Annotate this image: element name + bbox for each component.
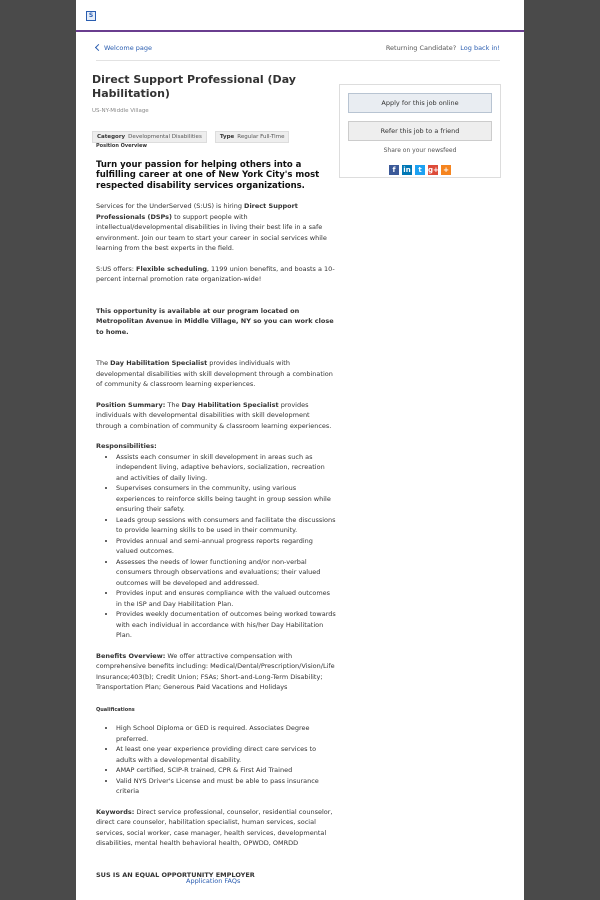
intro-paragraph: Services for the UnderServed (S:US) is hiring Direct Support Professionals (DSPs) to support people with intellectual/developmental disabilities in living their best life in a safe environment. Join our team to start your career in social services while learning from the best experts in the field. [96,202,327,252]
offers-paragraph: S:US offers: Flexible scheduling, 1199 union benefits, and boasts a 10-percent internal promotion rate organization-wide! [96,264,335,283]
chevron-left-icon [95,44,102,51]
list-item: • Assists each consumer in skill development in areas such as independent living, adaptive behaviors, socialization, recreation and activities of daily living. [116,452,336,484]
more-share-icon[interactable]: + [441,165,451,175]
share-icons [340,157,500,176]
list-item: • Supervises consumers in the community, using various experiences to reinforce skills being taught in group session while ensuring their safety. [116,483,336,515]
category-tag: Category Developmental Disabilities [92,131,207,143]
linkedin-icon[interactable]: in [403,166,411,174]
application-faqs-link[interactable]: Application FAQs [186,877,241,885]
summary-paragraph: Position Summary: The Day Habilitation Specialist provides individuals with developmental disabilities with skill development through a combination of community & classroom learning experiences. [96,400,332,430]
list-item: • Provides input and ensures compliance with the valued outcomes in the ISP and Day Habilitation Plan. [116,588,336,609]
list-item: • High School Diploma or GED is required. Associates Degree preferred. [116,723,336,744]
qualifications-title: Qualifications [96,706,135,713]
eeo-statement: SUS IS AN EQUAL OPPORTUNITY EMPLOYER [96,870,255,879]
share-label: Share on your newsfeed [383,147,457,154]
log-back-in-link[interactable]: Log back in! [460,44,500,52]
list-item: • Provides annual and semi-annual progress reports regarding valued outcomes. [116,536,336,557]
twitter-icon[interactable]: t [415,165,425,175]
benefits-paragraph: Benefits Overview: We offer attractive compensation with comprehensive benefits including: Medical/Dental/Prescription/Vision/Life Insurance;403(b); Credit Union; FSAs; Short-and-Long-Term Disability; Transportation Plan; Generous Paid Vacations and Holidays [96,651,335,691]
location-paragraph: This opportunity is available at our program located on Metropolitan Avenue in Middle Village, NY so you can work close to home. [96,306,334,336]
refer-friend-button[interactable]: Refer this job to a friend [348,121,492,141]
job-title: Direct Support Professional (Day Habilitation) [92,73,296,100]
job-description [92,141,336,880]
responsibilities-list [96,452,336,641]
top-bar [76,0,524,32]
page [76,0,524,900]
job-main [92,73,336,880]
headline: Turn your passion for helping others into a fulfilling career at one of New York City's most respected disability services organizations. [96,159,320,191]
position-overview-title: Position Overview [96,143,147,149]
list-item: • At least one year experience providing direct care services to adults with a developmental disability. [116,744,336,765]
nav-row [96,40,500,61]
list-item: • AMAP certified, SCIP-R trained, CPR & First Aid Trained [116,765,336,776]
responsibilities-title: Responsibilities: [96,442,157,450]
company-logo[interactable]: S [86,11,96,21]
list-item: • Assesses the needs of lower functioning and/or non-verbal consumers through observations and evaluations; their valued outcomes will be developed and addressed. [116,557,336,589]
list-item: • Provides weekly documentation of outcomes being worked towards with each individual in accordance with his/her Day Habilitation Plan. [116,609,336,641]
list-item: • Valid NYS Driver's License and must be able to pass insurance criteria [116,776,336,797]
keywords-paragraph: Keywords: Direct service professional, counselor, residential counselor, direct care counselor, habilitation specialist, human services, social services, social worker, case manager, health services, developmental disabilities, mental health behavioral health, OPWDD, OMRDD [96,807,333,847]
returning-candidate: Returning Candidate? Log back in! [385,44,500,52]
google-plus-icon[interactable]: g+ [428,166,439,174]
qualifications-list [96,723,336,797]
role-paragraph: The Day Habilitation Specialist provides individuals with developmental disabilities with skill development through a combination of community & classroom learning experiences. [96,359,333,388]
job-tags [92,123,336,140]
list-item: • Leads group sessions with consumers and facilitate the discussions to provide learning skills to be used in their community. [116,515,336,536]
job-location: US-NY-Middle Village [92,108,149,114]
apply-sidebar [339,84,501,178]
facebook-icon[interactable]: f [389,165,399,175]
welcome-page-link[interactable]: Welcome page [96,44,152,52]
type-tag: Type Regular Full-Time [215,131,290,143]
apply-online-button[interactable]: Apply for this job online [348,93,492,113]
